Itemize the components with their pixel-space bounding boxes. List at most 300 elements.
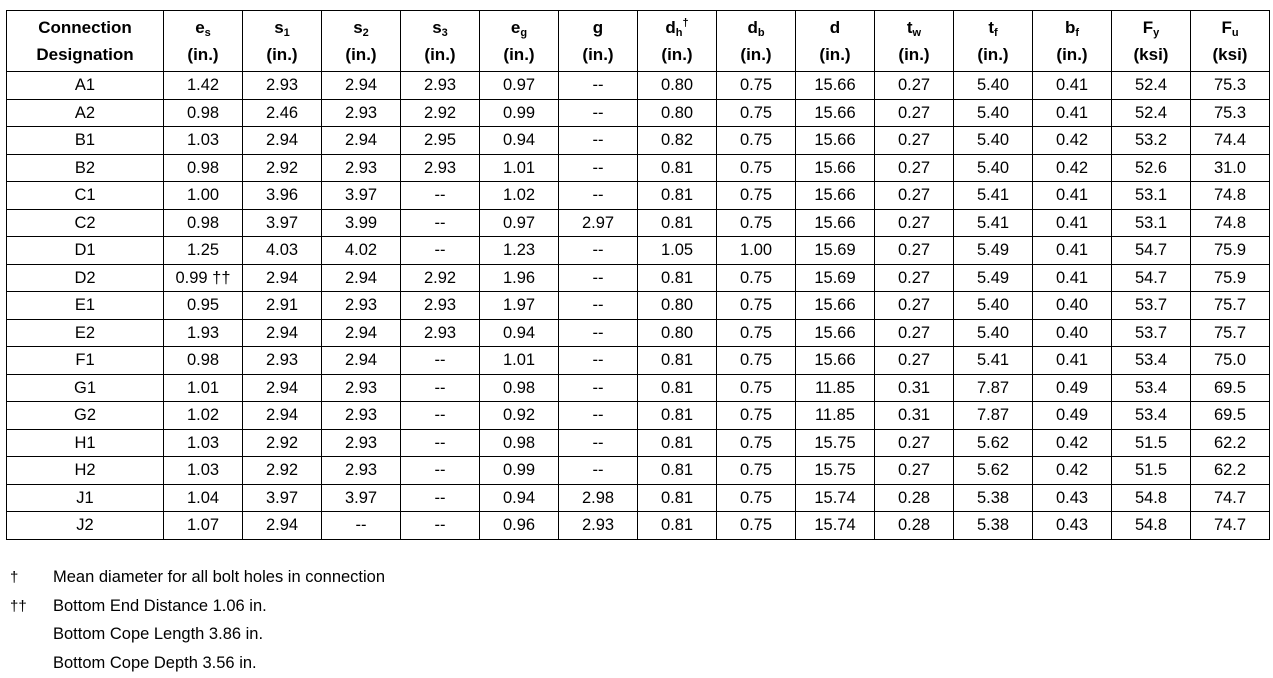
header-unit: (in.): [503, 45, 535, 64]
table-cell: 0.94: [480, 319, 559, 347]
column-header: [322, 11, 401, 72]
header-unit: (in.): [819, 45, 851, 64]
table-cell: 0.49: [1033, 402, 1112, 430]
table-cell: 0.75: [717, 429, 796, 457]
table-cell: 51.5: [1112, 429, 1191, 457]
connection-designation-cell: E2: [7, 319, 164, 347]
table-cell: 15.74: [796, 484, 875, 512]
connection-designation-cell: A2: [7, 99, 164, 127]
table-cell: 1.07: [164, 512, 243, 540]
header-subscript: w: [912, 27, 922, 39]
header-subscript: b: [757, 27, 765, 39]
table-cell: 51.5: [1112, 457, 1191, 485]
table-cell: 53.1: [1112, 182, 1191, 210]
table-cell: --: [401, 484, 480, 512]
table-cell: 1.00: [164, 182, 243, 210]
table-cell: 5.41: [954, 209, 1033, 237]
header-unit: (in.): [187, 45, 219, 64]
table-cell: 0.41: [1033, 209, 1112, 237]
column-header: [480, 11, 559, 72]
table-cell: 0.27: [875, 72, 954, 100]
column-header: [559, 11, 638, 72]
header-subscript: g: [520, 27, 528, 39]
footnote: [10, 620, 385, 649]
table-cell: 1.01: [164, 374, 243, 402]
table-cell: 15.75: [796, 457, 875, 485]
table-cell: 15.66: [796, 127, 875, 155]
table-row: [7, 512, 1270, 540]
table-cell: 2.94: [322, 319, 401, 347]
header-symbol: [796, 14, 874, 41]
table-cell: 1.03: [164, 429, 243, 457]
table-cell: 0.80: [638, 292, 717, 320]
table-cell: 15.66: [796, 99, 875, 127]
column-header: [1191, 11, 1270, 72]
table-header: [7, 11, 1270, 72]
table-cell: 0.42: [1033, 457, 1112, 485]
table-cell: 0.43: [1033, 512, 1112, 540]
table-cell: 2.97: [559, 209, 638, 237]
header-main: s: [353, 18, 363, 37]
header-unit: (in.): [661, 45, 693, 64]
column-header: [7, 11, 164, 72]
table-cell: 2.95: [401, 127, 480, 155]
table-cell: 0.75: [717, 402, 796, 430]
header-unit: (in.): [977, 45, 1009, 64]
header-symbol: [1112, 14, 1190, 41]
connection-designation-cell: J2: [7, 512, 164, 540]
table-cell: 5.40: [954, 72, 1033, 100]
table-cell: 54.7: [1112, 237, 1191, 265]
column-header: [796, 11, 875, 72]
header-main: t: [906, 18, 913, 37]
table-row: [7, 99, 1270, 127]
header-unit: (in.): [266, 45, 298, 64]
header-symbol: [164, 14, 242, 41]
table-cell: 0.40: [1033, 319, 1112, 347]
header-subscript: s: [204, 27, 211, 39]
table-cell: 0.81: [638, 347, 717, 375]
footnote-mark: ††: [10, 597, 27, 615]
header-symbol: [322, 14, 400, 41]
table-cell: 75.3: [1191, 72, 1270, 100]
header-symbol: [7, 14, 163, 41]
table-cell: 62.2: [1191, 429, 1270, 457]
header-unit: (ksi): [1133, 45, 1169, 64]
table-row: [7, 347, 1270, 375]
table-cell: 5.40: [954, 127, 1033, 155]
header-main: Connection: [38, 18, 132, 37]
table-cell: 75.9: [1191, 237, 1270, 265]
table-cell: 2.93: [401, 319, 480, 347]
table-cell: 5.40: [954, 99, 1033, 127]
table-cell: 11.85: [796, 402, 875, 430]
table-cell: 5.40: [954, 319, 1033, 347]
table-cell: --: [401, 402, 480, 430]
table-cell: 0.81: [638, 457, 717, 485]
table-cell: 15.66: [796, 292, 875, 320]
table-cell: 1.23: [480, 237, 559, 265]
table-cell: 0.75: [717, 374, 796, 402]
table-cell: 2.93: [322, 457, 401, 485]
table-cell: 0.94: [480, 484, 559, 512]
table-cell: 15.66: [796, 347, 875, 375]
table-row: [7, 72, 1270, 100]
table-cell: --: [401, 182, 480, 210]
table-cell: 15.75: [796, 429, 875, 457]
table-cell: 0.96: [480, 512, 559, 540]
table-cell: 7.87: [954, 402, 1033, 430]
column-header: [164, 11, 243, 72]
table-cell: 0.41: [1033, 237, 1112, 265]
table-cell: 1.03: [164, 127, 243, 155]
table-cell: 0.41: [1033, 347, 1112, 375]
table-cell: 2.94: [243, 374, 322, 402]
table-row: [7, 429, 1270, 457]
connection-designation-cell: D1: [7, 237, 164, 265]
connection-designation-cell: E1: [7, 292, 164, 320]
table-cell: 0.75: [717, 182, 796, 210]
table-cell: 75.9: [1191, 264, 1270, 292]
connection-designation-cell: F1: [7, 347, 164, 375]
table-cell: 2.46: [243, 99, 322, 127]
table-cell: 0.81: [638, 374, 717, 402]
table-cell: 0.75: [717, 347, 796, 375]
table-cell: 2.93: [401, 292, 480, 320]
table-cell: 1.04: [164, 484, 243, 512]
table-cell: 0.80: [638, 319, 717, 347]
table-cell: 1.03: [164, 457, 243, 485]
table-cell: 2.93: [243, 72, 322, 100]
table-cell: 0.82: [638, 127, 717, 155]
table-cell: 5.49: [954, 237, 1033, 265]
table-cell: 0.75: [717, 457, 796, 485]
table-cell: 3.97: [243, 209, 322, 237]
table-cell: 0.75: [717, 484, 796, 512]
column-header: [1033, 11, 1112, 72]
table-cell: 1.01: [480, 347, 559, 375]
header-symbol: [559, 14, 637, 41]
table-cell: 0.80: [638, 72, 717, 100]
header-symbol: [638, 14, 716, 41]
table-cell: 2.92: [243, 457, 322, 485]
table-cell: 52.4: [1112, 99, 1191, 127]
connection-designation-cell: B1: [7, 127, 164, 155]
table-row: [7, 209, 1270, 237]
table-cell: 53.4: [1112, 374, 1191, 402]
column-header: [954, 11, 1033, 72]
table-cell: 0.75: [717, 292, 796, 320]
table-cell: 1.96: [480, 264, 559, 292]
header-line2: Designation: [36, 45, 134, 64]
connection-designation-cell: G2: [7, 402, 164, 430]
table-cell: 0.27: [875, 182, 954, 210]
table-cell: 0.98: [164, 154, 243, 182]
connection-designation-cell: B2: [7, 154, 164, 182]
table-cell: 0.98: [480, 374, 559, 402]
header-subscript: h: [675, 27, 683, 39]
table-cell: 0.99: [480, 99, 559, 127]
table-cell: 0.98: [164, 209, 243, 237]
table-cell: 2.93: [559, 512, 638, 540]
table-cell: 3.96: [243, 182, 322, 210]
table-body: [7, 72, 1270, 540]
table-cell: 15.74: [796, 512, 875, 540]
table-cell: 0.27: [875, 429, 954, 457]
table-cell: 4.02: [322, 237, 401, 265]
table-cell: 0.75: [717, 72, 796, 100]
table-cell: 2.93: [322, 154, 401, 182]
table-cell: --: [559, 402, 638, 430]
table-cell: 5.40: [954, 154, 1033, 182]
header-main: t: [988, 18, 994, 37]
table-cell: 53.1: [1112, 209, 1191, 237]
table-cell: 53.4: [1112, 402, 1191, 430]
table-cell: 0.75: [717, 319, 796, 347]
table-cell: 53.7: [1112, 319, 1191, 347]
table-cell: 0.41: [1033, 99, 1112, 127]
column-header: [401, 11, 480, 72]
table-cell: 0.27: [875, 264, 954, 292]
table-cell: 1.05: [638, 237, 717, 265]
table-cell: 0.27: [875, 209, 954, 237]
connection-designation-cell: G1: [7, 374, 164, 402]
table-row: [7, 457, 1270, 485]
table-cell: 2.93: [401, 72, 480, 100]
connection-designation-cell: J1: [7, 484, 164, 512]
table-cell: --: [559, 347, 638, 375]
connection-designation-cell: H1: [7, 429, 164, 457]
connection-designation-cell: C2: [7, 209, 164, 237]
table-cell: 54.8: [1112, 484, 1191, 512]
table-row: [7, 127, 1270, 155]
table-cell: 0.27: [875, 347, 954, 375]
footnote: [10, 563, 385, 592]
table-cell: 31.0: [1191, 154, 1270, 182]
table-cell: 2.92: [243, 154, 322, 182]
table-cell: 11.85: [796, 374, 875, 402]
table-cell: 5.41: [954, 347, 1033, 375]
table-cell: 3.97: [243, 484, 322, 512]
table-cell: 3.99: [322, 209, 401, 237]
table-cell: 74.7: [1191, 484, 1270, 512]
table-row: [7, 237, 1270, 265]
table-cell: 0.98: [480, 429, 559, 457]
header-main: d: [665, 18, 676, 37]
header-unit: (in.): [898, 45, 930, 64]
connection-designation-cell: C1: [7, 182, 164, 210]
header-main: g: [592, 18, 604, 37]
table-cell: 0.42: [1033, 127, 1112, 155]
table-cell: --: [559, 99, 638, 127]
table-cell: --: [401, 374, 480, 402]
table-cell: 5.49: [954, 264, 1033, 292]
table-cell: 1.97: [480, 292, 559, 320]
table-cell: 0.95: [164, 292, 243, 320]
footnote-text: Bottom Cope Length 3.86 in.: [53, 625, 264, 643]
table-cell: 74.4: [1191, 127, 1270, 155]
table-cell: 0.42: [1033, 429, 1112, 457]
table-cell: 15.69: [796, 264, 875, 292]
table-cell: --: [559, 457, 638, 485]
table-cell: 3.97: [322, 484, 401, 512]
table-cell: 0.75: [717, 209, 796, 237]
header-main: s: [274, 18, 284, 37]
header-main: e: [195, 18, 205, 37]
table-cell: 0.81: [638, 264, 717, 292]
header-subscript: f: [1075, 27, 1080, 39]
table-cell: 2.93: [322, 374, 401, 402]
table-cell: 74.8: [1191, 182, 1270, 210]
table-cell: 75.7: [1191, 319, 1270, 347]
table-cell: 0.27: [875, 237, 954, 265]
connection-designation-cell: A1: [7, 72, 164, 100]
table-cell: 0.31: [875, 402, 954, 430]
table-row: [7, 374, 1270, 402]
header-subscript: f: [994, 27, 998, 39]
table-cell: 15.66: [796, 319, 875, 347]
header-unit: (in.): [582, 45, 614, 64]
table-cell: 0.27: [875, 127, 954, 155]
header-symbol: [1033, 14, 1111, 41]
table-row: [7, 319, 1270, 347]
table-cell: 0.75: [717, 99, 796, 127]
table-cell: 0.75: [717, 127, 796, 155]
header-unit: (in.): [740, 45, 772, 64]
table-cell: 0.81: [638, 154, 717, 182]
table-cell: 1.02: [164, 402, 243, 430]
table-cell: 1.42: [164, 72, 243, 100]
column-header: [717, 11, 796, 72]
footnote-mark: †: [10, 569, 19, 586]
table-cell: --: [559, 154, 638, 182]
header-symbol: [875, 14, 953, 41]
footnote: [10, 649, 385, 678]
table-cell: 0.98: [164, 99, 243, 127]
header-unit: (in.): [345, 45, 377, 64]
header-main: e: [510, 18, 521, 37]
table-cell: --: [322, 512, 401, 540]
table-cell: 2.93: [322, 99, 401, 127]
table-cell: 1.25: [164, 237, 243, 265]
table-cell: 4.03: [243, 237, 322, 265]
table-cell: 0.27: [875, 99, 954, 127]
table-cell: 0.81: [638, 429, 717, 457]
table-row: [7, 154, 1270, 182]
header-symbol: [717, 14, 795, 41]
table-cell: 1.01: [480, 154, 559, 182]
table-cell: --: [401, 209, 480, 237]
table-cell: 2.92: [243, 429, 322, 457]
header-unit: (ksi): [1212, 45, 1248, 64]
footnote-text: Bottom Cope Depth 3.56 in.: [53, 653, 257, 672]
header-unit: (in.): [424, 45, 456, 64]
table-cell: 53.4: [1112, 347, 1191, 375]
table-cell: 2.92: [401, 99, 480, 127]
table-cell: 0.81: [638, 484, 717, 512]
header-subscript: 3: [441, 27, 448, 39]
table-cell: 2.94: [322, 127, 401, 155]
table-cell: 0.28: [875, 484, 954, 512]
table-cell: 0.31: [875, 374, 954, 402]
table-cell: 62.2: [1191, 457, 1270, 485]
table-cell: 52.4: [1112, 72, 1191, 100]
table-row: [7, 402, 1270, 430]
table-row: [7, 484, 1270, 512]
table-cell: 0.27: [875, 319, 954, 347]
table-row: [7, 182, 1270, 210]
table-cell: 0.75: [717, 264, 796, 292]
table-cell: 5.41: [954, 182, 1033, 210]
header-symbol: [954, 14, 1032, 41]
table-cell: 0.40: [1033, 292, 1112, 320]
header-symbol: [243, 14, 321, 41]
table-cell: 2.94: [322, 347, 401, 375]
header-symbol: [401, 14, 479, 41]
header-main: d: [747, 18, 758, 37]
table-cell: 75.0: [1191, 347, 1270, 375]
column-header: [638, 11, 717, 72]
table-cell: --: [401, 457, 480, 485]
header-subscript: y: [1153, 27, 1160, 39]
table-cell: --: [559, 127, 638, 155]
connection-properties-table: [6, 10, 1270, 540]
table-cell: 15.66: [796, 182, 875, 210]
table-cell: 5.38: [954, 484, 1033, 512]
header-symbol: [1191, 14, 1269, 41]
table-cell: 0.99: [480, 457, 559, 485]
table-cell: 1.02: [480, 182, 559, 210]
table-cell: 5.40: [954, 292, 1033, 320]
table-row: [7, 264, 1270, 292]
header-main: s: [432, 18, 442, 37]
table-cell: 0.42: [1033, 154, 1112, 182]
table-cell: 0.41: [1033, 72, 1112, 100]
header-subscript: u: [1231, 27, 1239, 39]
table-cell: 2.93: [243, 347, 322, 375]
table-cell: 0.41: [1033, 182, 1112, 210]
table-cell: 0.81: [638, 209, 717, 237]
table-cell: 7.87: [954, 374, 1033, 402]
table-cell: 54.7: [1112, 264, 1191, 292]
table-cell: --: [559, 374, 638, 402]
table-cell: 0.99 ††: [164, 264, 243, 292]
table-cell: 69.5: [1191, 402, 1270, 430]
footnote-text: Bottom End Distance 1.06 in.: [53, 596, 267, 615]
table-cell: --: [559, 182, 638, 210]
table-cell: --: [559, 319, 638, 347]
footnotes: [10, 563, 385, 677]
header-main: d: [829, 18, 841, 37]
table-cell: 5.62: [954, 457, 1033, 485]
table-cell: --: [559, 264, 638, 292]
table-cell: --: [559, 292, 638, 320]
header-main: F: [1142, 18, 1154, 37]
header-main: F: [1221, 18, 1232, 37]
table-cell: 0.98: [164, 347, 243, 375]
table-cell: 2.94: [322, 72, 401, 100]
table-cell: 53.7: [1112, 292, 1191, 320]
table-cell: --: [401, 237, 480, 265]
table-cell: 0.81: [638, 512, 717, 540]
table-cell: 2.93: [401, 154, 480, 182]
table-cell: 0.97: [480, 209, 559, 237]
table-cell: 54.8: [1112, 512, 1191, 540]
header-subscript: 2: [362, 27, 369, 39]
table-cell: 75.7: [1191, 292, 1270, 320]
header-main: b: [1064, 18, 1076, 37]
table-cell: 0.75: [717, 154, 796, 182]
